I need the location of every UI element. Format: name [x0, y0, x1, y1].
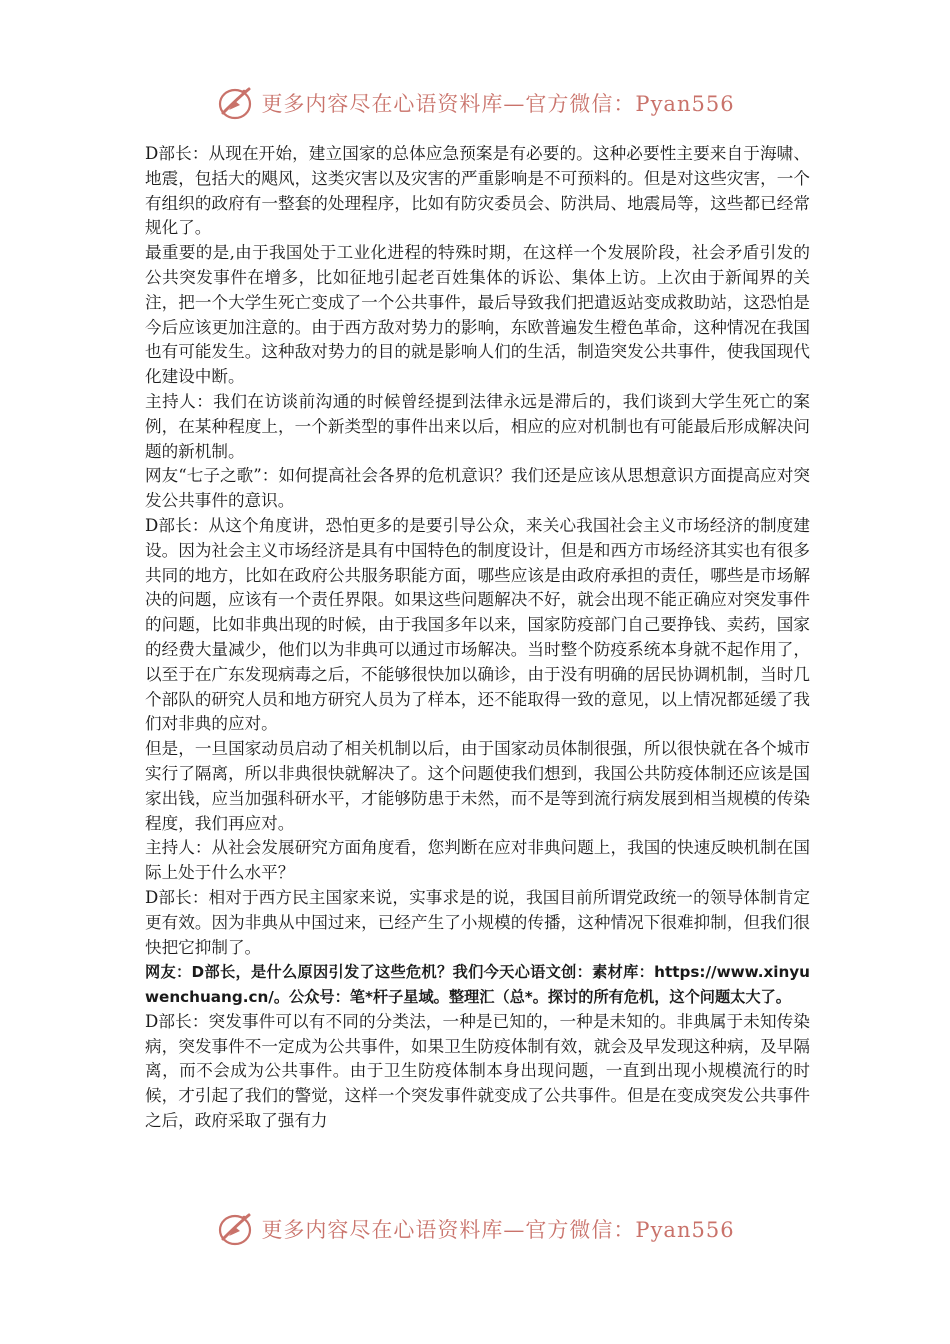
document-body [145, 142, 810, 1134]
paragraph: 最重要的是,由于我国处于工业化进程的特殊时期，在这样一个发展阶段，社会矛盾引发的公共突发事件在增多，比如征地引起老百姓集体的诉讼、集体上访。上次由于新闻界的关注，把一个大学生死亡变成了一个公共事件，最后导致我们把遣返站变成救助站，这恐怕是今后应该更加注意的。由于西方敌对势力的影响，东欧普遍发生橙色革命，这种情况在我国也有可能发生。这种敌对势力的目的就是影响人们的生活，制造突发公共事件，使我国现代化建设中断。 [145, 243, 810, 387]
paragraph: D部长：突发事件可以有不同的分类法，一种是已知的，一种是未知的。非典属于未知传染病，突发事件不一定成为公共事件，如果卫生防疫体制有效，就会及早发现这种病，及早隔离，而不会成为公共事件。由于卫生防疫体制本身出现问题，一直到出现小规模流行的时候，才引起了我们的警觉，这样一个突发事件就变成了公共事件。但是在变成突发公共事件之后，政府采取了强有力 [145, 1011, 810, 1131]
paragraph: 主持人：从社会发展研究方面角度看，您判断在应对非典问题上，我国的快速反映机制在国际上处于什么水平？ [145, 838, 810, 883]
paragraph: D部长：从现在开始，建立国家的总体应急预案是有必要的。这种必要性主要来自于海啸、地震，包括大的飓风，这类灾害以及灾害的严重影响是不可预料的。但是对这些灾害，一个有组织的政府有一整套的处理程序，比如有防灾委员会、防洪局、地震局等，这些都已经常规化了。 [145, 144, 810, 238]
paragraph: 网友“七子之歌”：如何提高社会各界的危机意识？我们还是应该从思想意识方面提高应对突发公共事件的意识。 [145, 466, 810, 511]
paragraph: 网友：D部长，是什么原因引发了这些危机？我们今天心语文创：素材库：https://www.xinyuwenchuang.cn/。公众号：笔*杆子星域。整理汇（总*。探讨的所有危机，这个问题太大了。 [145, 963, 810, 1007]
header-banner-text: 更多内容尽在心语资料库—官方微信：Pyan556 [261, 92, 735, 116]
footer-banner-text: 更多内容尽在心语资料库—官方微信：Pyan556 [261, 1218, 735, 1242]
header-banner [0, 80, 950, 126]
pen-circle-logo-icon [215, 1209, 255, 1249]
paragraph: 主持人：我们在访谈前沟通的时候曾经提到法律永远是滞后的，我们谈到大学生死亡的案例，在某种程度上，一个新类型的事件出来以后，相应的应对机制也有可能最后形成解决问题的新机制。 [145, 391, 810, 461]
pen-circle-logo-icon [215, 83, 255, 123]
paragraph: D部长：从这个角度讲，恐怕更多的是要引导公众，来关心我国社会主义市场经济的制度建设。因为社会主义市场经济是具有中国特色的制度设计，但是和西方市场经济其实也有很多共同的地方，比如在政府公共服务职能方面，哪些应该是由政府承担的责任，哪些是市场解决的问题，应该有一个责任界限。如果这些问题解决不好，就会出现不能正确应对突发事件的问题，比如非典出现的时候，由于我国多年以来，国家防疫部门自己要挣钱、卖药，国家的经费大量减少，他们以为非典可以通过市场解决。当时整个防疫系统本身就不起作用了，以至于在广东发现病毒之后，不能够很快加以确诊，由于没有明确的居民协调机制，当时几个部队的研究人员和地方研究人员为了样本，还不能取得一致的意见，以上情况都延缓了我们对非典的应对。 [145, 515, 810, 734]
paragraph: 但是，一旦国家动员启动了相关机制以后，由于国家动员体制很强，所以很快就在各个城市实行了隔离，所以非典很快就解决了。这个问题使我们想到，我国公共防疫体制还应该是国家出钱，应当加强科研水平，才能够防患于未然，而不是等到流行病发展到相当规模的传染程度，我们再应对。 [145, 739, 810, 833]
paragraph: D部长：相对于西方民主国家来说，实事求是的说，我国目前所谓党政统一的领导体制肯定更有效。因为非典从中国过来，已经产生了小规模的传播，这种情况下很难抑制，但我们很快把它抑制了。 [145, 887, 810, 957]
footer-banner [0, 1206, 950, 1252]
